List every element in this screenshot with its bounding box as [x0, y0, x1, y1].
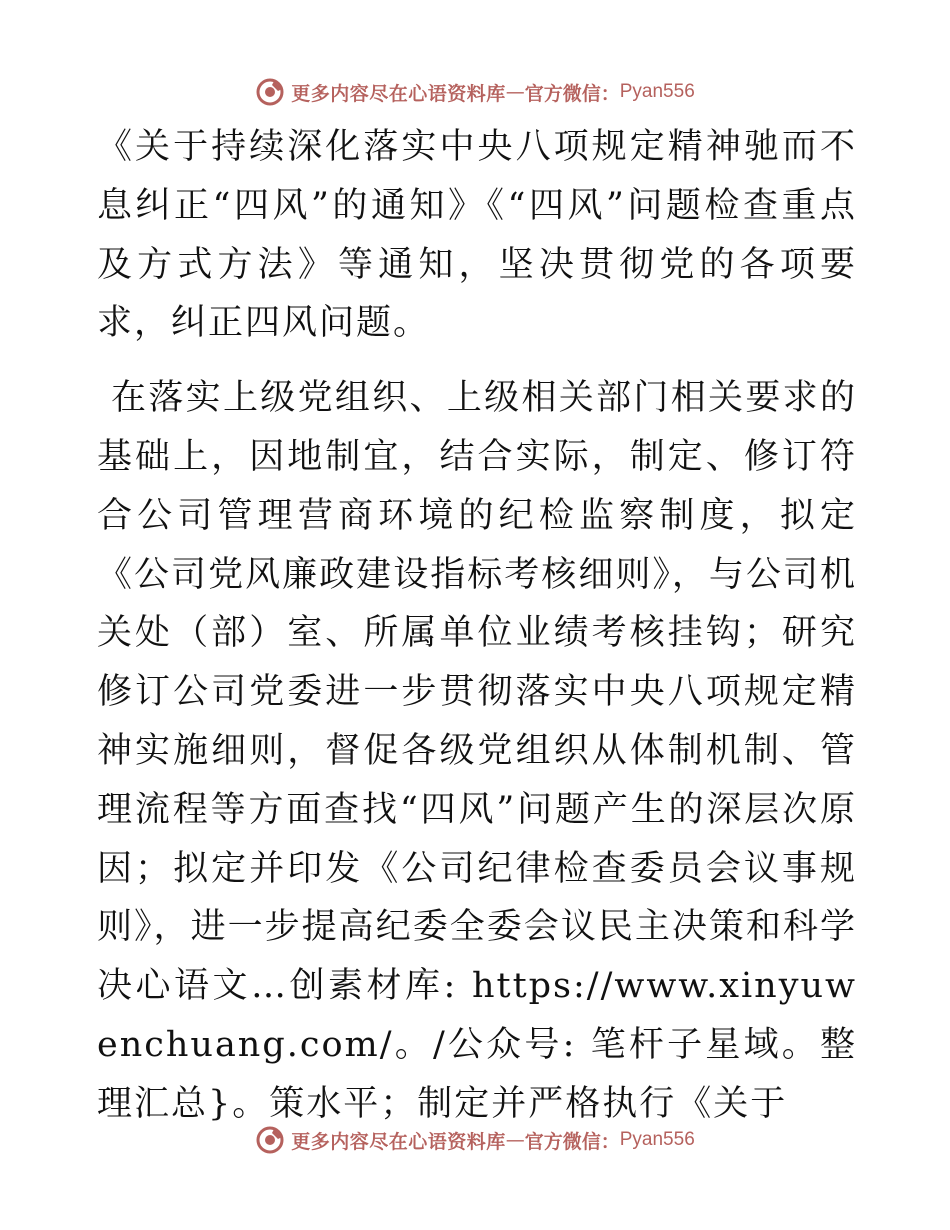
banner-wechat-id: Pyan556: [619, 81, 695, 102]
paragraph-2: 在落实上级党组织、上级相关部门相关要求的基础上，因地制宜，结合实际，制定、修订符合公司管理营商环境的纪检监察制度，拟定《公司党风廉政建设指标考核细则》，与公司机关处（部）室、所属单位业绩考核挂钩；研究修订公司党委进一步贯彻落实中央八项规定精神实施细则，督促各级党组织从体制机制、管理流程等方面查找“四风”问题产生的深层次原因；拟定并印发《公司纪律检查委员会议事规则》，进一步提高纪委全委会议民主决策和科学决心语文…创素材库: https://www.xinyuwenchuang.com/。/公众号: 笔杆子星域。整理汇总}。策水平；制定并严格执行《关于: [97, 378, 857, 1124]
header-banner: [0, 72, 950, 112]
banner-wechat-label: 官方微信：: [524, 82, 620, 105]
banner-wechat-id: Pyan556: [619, 1129, 695, 1150]
document-body: [97, 118, 857, 1134]
paragraph-1: 《关于持续深化落实中央八项规定精神驰而不息纠正“四风”的通知》《“四风”问题检查重点及方式方法》等通知，坚决贯彻党的各项要求，纠正四风问题。: [97, 127, 857, 344]
brand-logo-icon: [255, 1125, 285, 1155]
banner-site-text: 更多内容尽在心语资料库: [291, 1130, 506, 1153]
banner-site-text: 更多内容尽在心语资料库: [291, 82, 506, 105]
banner-separator: —: [505, 1129, 525, 1151]
brand-logo-icon: [255, 77, 285, 107]
footer-banner: [0, 1120, 950, 1160]
banner-separator: —: [505, 81, 525, 103]
banner-wechat-label: 官方微信：: [524, 1130, 620, 1153]
